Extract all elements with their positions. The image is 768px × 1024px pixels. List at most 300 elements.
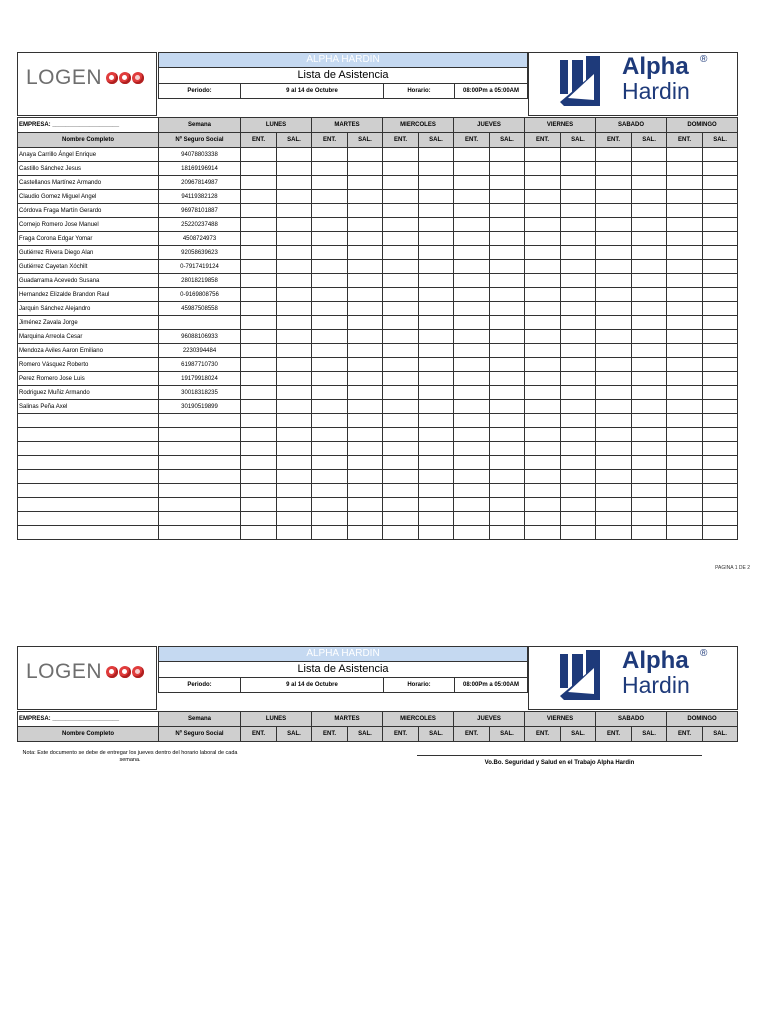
exit-cell[interactable]: [632, 302, 667, 316]
entry-cell[interactable]: [525, 484, 561, 498]
exit-cell[interactable]: [277, 456, 312, 470]
entry-cell[interactable]: [454, 498, 490, 512]
entry-cell[interactable]: [596, 162, 632, 176]
entry-cell[interactable]: [454, 316, 490, 330]
exit-cell[interactable]: [277, 148, 312, 162]
entry-cell[interactable]: [454, 484, 490, 498]
exit-cell[interactable]: [561, 148, 596, 162]
entry-cell[interactable]: [525, 260, 561, 274]
entry-cell[interactable]: [383, 176, 419, 190]
entry-cell[interactable]: [596, 260, 632, 274]
entry-cell[interactable]: [454, 358, 490, 372]
exit-cell[interactable]: [490, 274, 525, 288]
entry-cell[interactable]: [525, 372, 561, 386]
exit-cell[interactable]: [348, 302, 383, 316]
entry-cell[interactable]: [596, 400, 632, 414]
exit-cell[interactable]: [703, 484, 738, 498]
entry-cell[interactable]: [241, 218, 277, 232]
exit-cell[interactable]: [348, 470, 383, 484]
entry-cell[interactable]: [454, 246, 490, 260]
entry-cell[interactable]: [383, 484, 419, 498]
exit-cell[interactable]: [561, 428, 596, 442]
exit-cell[interactable]: [632, 484, 667, 498]
exit-cell[interactable]: [277, 274, 312, 288]
entry-cell[interactable]: [312, 442, 348, 456]
exit-cell[interactable]: [703, 260, 738, 274]
exit-cell[interactable]: [419, 232, 454, 246]
exit-cell[interactable]: [490, 428, 525, 442]
entry-cell[interactable]: [454, 386, 490, 400]
entry-cell[interactable]: [312, 512, 348, 526]
entry-cell[interactable]: [596, 316, 632, 330]
exit-cell[interactable]: [632, 470, 667, 484]
exit-cell[interactable]: [277, 246, 312, 260]
exit-cell[interactable]: [348, 246, 383, 260]
exit-cell[interactable]: [419, 526, 454, 540]
entry-cell[interactable]: [667, 372, 703, 386]
exit-cell[interactable]: [561, 512, 596, 526]
exit-cell[interactable]: [703, 246, 738, 260]
entry-cell[interactable]: [667, 344, 703, 358]
entry-cell[interactable]: [383, 190, 419, 204]
exit-cell[interactable]: [703, 316, 738, 330]
entry-cell[interactable]: [241, 484, 277, 498]
exit-cell[interactable]: [561, 246, 596, 260]
exit-cell[interactable]: [277, 372, 312, 386]
exit-cell[interactable]: [277, 162, 312, 176]
exit-cell[interactable]: [277, 498, 312, 512]
entry-cell[interactable]: [312, 260, 348, 274]
entry-cell[interactable]: [241, 288, 277, 302]
entry-cell[interactable]: [667, 246, 703, 260]
exit-cell[interactable]: [419, 358, 454, 372]
entry-cell[interactable]: [312, 526, 348, 540]
entry-cell[interactable]: [454, 470, 490, 484]
exit-cell[interactable]: [348, 358, 383, 372]
entry-cell[interactable]: [596, 288, 632, 302]
entry-cell[interactable]: [667, 428, 703, 442]
entry-cell[interactable]: [241, 442, 277, 456]
entry-cell[interactable]: [241, 176, 277, 190]
exit-cell[interactable]: [419, 498, 454, 512]
entry-cell[interactable]: [667, 526, 703, 540]
entry-cell[interactable]: [312, 274, 348, 288]
entry-cell[interactable]: [312, 246, 348, 260]
entry-cell[interactable]: [596, 274, 632, 288]
exit-cell[interactable]: [703, 400, 738, 414]
exit-cell[interactable]: [561, 386, 596, 400]
entry-cell[interactable]: [525, 358, 561, 372]
entry-cell[interactable]: [525, 246, 561, 260]
entry-cell[interactable]: [525, 316, 561, 330]
entry-cell[interactable]: [596, 302, 632, 316]
entry-cell[interactable]: [667, 414, 703, 428]
exit-cell[interactable]: [419, 316, 454, 330]
exit-cell[interactable]: [703, 330, 738, 344]
exit-cell[interactable]: [561, 456, 596, 470]
entry-cell[interactable]: [241, 260, 277, 274]
entry-cell[interactable]: [596, 190, 632, 204]
entry-cell[interactable]: [667, 470, 703, 484]
exit-cell[interactable]: [348, 316, 383, 330]
entry-cell[interactable]: [312, 232, 348, 246]
entry-cell[interactable]: [312, 400, 348, 414]
entry-cell[interactable]: [241, 358, 277, 372]
entry-cell[interactable]: [454, 162, 490, 176]
exit-cell[interactable]: [703, 204, 738, 218]
entry-cell[interactable]: [454, 274, 490, 288]
exit-cell[interactable]: [490, 414, 525, 428]
exit-cell[interactable]: [277, 176, 312, 190]
entry-cell[interactable]: [525, 204, 561, 218]
exit-cell[interactable]: [561, 288, 596, 302]
entry-cell[interactable]: [312, 204, 348, 218]
entry-cell[interactable]: [667, 232, 703, 246]
entry-cell[interactable]: [312, 302, 348, 316]
exit-cell[interactable]: [490, 232, 525, 246]
exit-cell[interactable]: [277, 302, 312, 316]
exit-cell[interactable]: [703, 302, 738, 316]
exit-cell[interactable]: [632, 246, 667, 260]
entry-cell[interactable]: [667, 400, 703, 414]
entry-cell[interactable]: [241, 162, 277, 176]
exit-cell[interactable]: [703, 176, 738, 190]
entry-cell[interactable]: [525, 288, 561, 302]
entry-cell[interactable]: [454, 190, 490, 204]
entry-cell[interactable]: [383, 274, 419, 288]
exit-cell[interactable]: [419, 512, 454, 526]
exit-cell[interactable]: [490, 246, 525, 260]
entry-cell[interactable]: [454, 302, 490, 316]
entry-cell[interactable]: [383, 218, 419, 232]
entry-cell[interactable]: [241, 372, 277, 386]
exit-cell[interactable]: [703, 274, 738, 288]
entry-cell[interactable]: [525, 470, 561, 484]
entry-cell[interactable]: [525, 428, 561, 442]
exit-cell[interactable]: [632, 162, 667, 176]
exit-cell[interactable]: [348, 428, 383, 442]
exit-cell[interactable]: [490, 512, 525, 526]
exit-cell[interactable]: [632, 414, 667, 428]
exit-cell[interactable]: [348, 414, 383, 428]
entry-cell[interactable]: [383, 386, 419, 400]
entry-cell[interactable]: [241, 246, 277, 260]
entry-cell[interactable]: [596, 344, 632, 358]
entry-cell[interactable]: [241, 526, 277, 540]
entry-cell[interactable]: [454, 260, 490, 274]
exit-cell[interactable]: [348, 148, 383, 162]
exit-cell[interactable]: [561, 498, 596, 512]
exit-cell[interactable]: [419, 330, 454, 344]
entry-cell[interactable]: [454, 344, 490, 358]
exit-cell[interactable]: [703, 386, 738, 400]
exit-cell[interactable]: [561, 302, 596, 316]
exit-cell[interactable]: [419, 148, 454, 162]
entry-cell[interactable]: [596, 484, 632, 498]
entry-cell[interactable]: [383, 456, 419, 470]
exit-cell[interactable]: [348, 274, 383, 288]
entry-cell[interactable]: [596, 246, 632, 260]
exit-cell[interactable]: [703, 232, 738, 246]
exit-cell[interactable]: [277, 470, 312, 484]
exit-cell[interactable]: [561, 330, 596, 344]
exit-cell[interactable]: [419, 400, 454, 414]
exit-cell[interactable]: [348, 386, 383, 400]
exit-cell[interactable]: [561, 470, 596, 484]
entry-cell[interactable]: [383, 372, 419, 386]
exit-cell[interactable]: [490, 176, 525, 190]
entry-cell[interactable]: [525, 218, 561, 232]
exit-cell[interactable]: [632, 512, 667, 526]
entry-cell[interactable]: [596, 372, 632, 386]
exit-cell[interactable]: [348, 372, 383, 386]
entry-cell[interactable]: [312, 176, 348, 190]
exit-cell[interactable]: [632, 260, 667, 274]
exit-cell[interactable]: [277, 512, 312, 526]
entry-cell[interactable]: [525, 176, 561, 190]
exit-cell[interactable]: [561, 260, 596, 274]
entry-cell[interactable]: [454, 330, 490, 344]
entry-cell[interactable]: [596, 512, 632, 526]
exit-cell[interactable]: [348, 512, 383, 526]
exit-cell[interactable]: [632, 274, 667, 288]
exit-cell[interactable]: [490, 148, 525, 162]
exit-cell[interactable]: [632, 232, 667, 246]
exit-cell[interactable]: [703, 358, 738, 372]
exit-cell[interactable]: [419, 456, 454, 470]
exit-cell[interactable]: [348, 162, 383, 176]
exit-cell[interactable]: [490, 316, 525, 330]
entry-cell[interactable]: [312, 414, 348, 428]
entry-cell[interactable]: [312, 358, 348, 372]
entry-cell[interactable]: [241, 316, 277, 330]
exit-cell[interactable]: [703, 414, 738, 428]
exit-cell[interactable]: [561, 232, 596, 246]
entry-cell[interactable]: [596, 442, 632, 456]
exit-cell[interactable]: [490, 162, 525, 176]
exit-cell[interactable]: [703, 428, 738, 442]
exit-cell[interactable]: [419, 414, 454, 428]
entry-cell[interactable]: [454, 414, 490, 428]
exit-cell[interactable]: [561, 190, 596, 204]
exit-cell[interactable]: [561, 372, 596, 386]
entry-cell[interactable]: [596, 358, 632, 372]
exit-cell[interactable]: [490, 302, 525, 316]
exit-cell[interactable]: [490, 456, 525, 470]
entry-cell[interactable]: [525, 344, 561, 358]
entry-cell[interactable]: [667, 148, 703, 162]
entry-cell[interactable]: [596, 386, 632, 400]
entry-cell[interactable]: [525, 232, 561, 246]
exit-cell[interactable]: [277, 386, 312, 400]
entry-cell[interactable]: [525, 190, 561, 204]
exit-cell[interactable]: [632, 498, 667, 512]
entry-cell[interactable]: [596, 498, 632, 512]
entry-cell[interactable]: [667, 274, 703, 288]
entry-cell[interactable]: [312, 316, 348, 330]
exit-cell[interactable]: [561, 162, 596, 176]
entry-cell[interactable]: [241, 204, 277, 218]
exit-cell[interactable]: [277, 260, 312, 274]
exit-cell[interactable]: [419, 176, 454, 190]
entry-cell[interactable]: [241, 414, 277, 428]
exit-cell[interactable]: [561, 316, 596, 330]
exit-cell[interactable]: [632, 288, 667, 302]
entry-cell[interactable]: [454, 232, 490, 246]
exit-cell[interactable]: [419, 428, 454, 442]
entry-cell[interactable]: [667, 498, 703, 512]
exit-cell[interactable]: [490, 190, 525, 204]
entry-cell[interactable]: [454, 288, 490, 302]
entry-cell[interactable]: [241, 456, 277, 470]
exit-cell[interactable]: [419, 484, 454, 498]
entry-cell[interactable]: [383, 302, 419, 316]
exit-cell[interactable]: [490, 400, 525, 414]
exit-cell[interactable]: [277, 428, 312, 442]
entry-cell[interactable]: [383, 498, 419, 512]
exit-cell[interactable]: [277, 218, 312, 232]
entry-cell[interactable]: [454, 218, 490, 232]
entry-cell[interactable]: [525, 148, 561, 162]
entry-cell[interactable]: [454, 456, 490, 470]
exit-cell[interactable]: [561, 484, 596, 498]
exit-cell[interactable]: [490, 386, 525, 400]
entry-cell[interactable]: [312, 162, 348, 176]
entry-cell[interactable]: [454, 512, 490, 526]
exit-cell[interactable]: [490, 442, 525, 456]
exit-cell[interactable]: [419, 442, 454, 456]
entry-cell[interactable]: [596, 204, 632, 218]
exit-cell[interactable]: [419, 246, 454, 260]
exit-cell[interactable]: [561, 274, 596, 288]
entry-cell[interactable]: [525, 302, 561, 316]
entry-cell[interactable]: [667, 442, 703, 456]
entry-cell[interactable]: [525, 498, 561, 512]
entry-cell[interactable]: [312, 484, 348, 498]
exit-cell[interactable]: [419, 162, 454, 176]
exit-cell[interactable]: [632, 372, 667, 386]
entry-cell[interactable]: [454, 428, 490, 442]
exit-cell[interactable]: [419, 386, 454, 400]
exit-cell[interactable]: [632, 344, 667, 358]
exit-cell[interactable]: [632, 148, 667, 162]
entry-cell[interactable]: [667, 330, 703, 344]
exit-cell[interactable]: [419, 344, 454, 358]
entry-cell[interactable]: [241, 428, 277, 442]
entry-cell[interactable]: [454, 442, 490, 456]
exit-cell[interactable]: [419, 302, 454, 316]
entry-cell[interactable]: [241, 148, 277, 162]
entry-cell[interactable]: [241, 344, 277, 358]
entry-cell[interactable]: [241, 470, 277, 484]
entry-cell[interactable]: [383, 204, 419, 218]
exit-cell[interactable]: [703, 288, 738, 302]
entry-cell[interactable]: [667, 456, 703, 470]
entry-cell[interactable]: [525, 330, 561, 344]
entry-cell[interactable]: [383, 526, 419, 540]
exit-cell[interactable]: [277, 288, 312, 302]
entry-cell[interactable]: [383, 512, 419, 526]
entry-cell[interactable]: [667, 218, 703, 232]
entry-cell[interactable]: [241, 498, 277, 512]
exit-cell[interactable]: [632, 176, 667, 190]
exit-cell[interactable]: [419, 274, 454, 288]
entry-cell[interactable]: [525, 274, 561, 288]
entry-cell[interactable]: [241, 386, 277, 400]
exit-cell[interactable]: [561, 358, 596, 372]
entry-cell[interactable]: [241, 274, 277, 288]
entry-cell[interactable]: [454, 148, 490, 162]
entry-cell[interactable]: [241, 232, 277, 246]
exit-cell[interactable]: [632, 316, 667, 330]
entry-cell[interactable]: [454, 176, 490, 190]
entry-cell[interactable]: [241, 512, 277, 526]
entry-cell[interactable]: [312, 428, 348, 442]
entry-cell[interactable]: [596, 232, 632, 246]
entry-cell[interactable]: [667, 484, 703, 498]
entry-cell[interactable]: [667, 386, 703, 400]
entry-cell[interactable]: [312, 372, 348, 386]
entry-cell[interactable]: [525, 400, 561, 414]
entry-cell[interactable]: [525, 386, 561, 400]
entry-cell[interactable]: [667, 162, 703, 176]
exit-cell[interactable]: [703, 526, 738, 540]
entry-cell[interactable]: [312, 344, 348, 358]
exit-cell[interactable]: [632, 190, 667, 204]
exit-cell[interactable]: [632, 526, 667, 540]
entry-cell[interactable]: [383, 470, 419, 484]
entry-cell[interactable]: [667, 190, 703, 204]
exit-cell[interactable]: [490, 260, 525, 274]
entry-cell[interactable]: [383, 344, 419, 358]
exit-cell[interactable]: [348, 330, 383, 344]
exit-cell[interactable]: [348, 204, 383, 218]
exit-cell[interactable]: [632, 386, 667, 400]
exit-cell[interactable]: [348, 400, 383, 414]
entry-cell[interactable]: [454, 526, 490, 540]
exit-cell[interactable]: [490, 218, 525, 232]
exit-cell[interactable]: [561, 400, 596, 414]
entry-cell[interactable]: [596, 470, 632, 484]
entry-cell[interactable]: [454, 204, 490, 218]
entry-cell[interactable]: [312, 456, 348, 470]
entry-cell[interactable]: [383, 414, 419, 428]
exit-cell[interactable]: [632, 204, 667, 218]
entry-cell[interactable]: [383, 162, 419, 176]
entry-cell[interactable]: [596, 218, 632, 232]
exit-cell[interactable]: [561, 344, 596, 358]
exit-cell[interactable]: [703, 190, 738, 204]
entry-cell[interactable]: [383, 232, 419, 246]
exit-cell[interactable]: [277, 442, 312, 456]
entry-cell[interactable]: [312, 218, 348, 232]
exit-cell[interactable]: [277, 526, 312, 540]
exit-cell[interactable]: [490, 330, 525, 344]
exit-cell[interactable]: [277, 316, 312, 330]
entry-cell[interactable]: [454, 372, 490, 386]
exit-cell[interactable]: [277, 484, 312, 498]
exit-cell[interactable]: [632, 358, 667, 372]
exit-cell[interactable]: [490, 526, 525, 540]
exit-cell[interactable]: [561, 414, 596, 428]
exit-cell[interactable]: [277, 330, 312, 344]
exit-cell[interactable]: [419, 218, 454, 232]
exit-cell[interactable]: [490, 372, 525, 386]
exit-cell[interactable]: [632, 442, 667, 456]
entry-cell[interactable]: [525, 414, 561, 428]
entry-cell[interactable]: [596, 526, 632, 540]
exit-cell[interactable]: [703, 470, 738, 484]
